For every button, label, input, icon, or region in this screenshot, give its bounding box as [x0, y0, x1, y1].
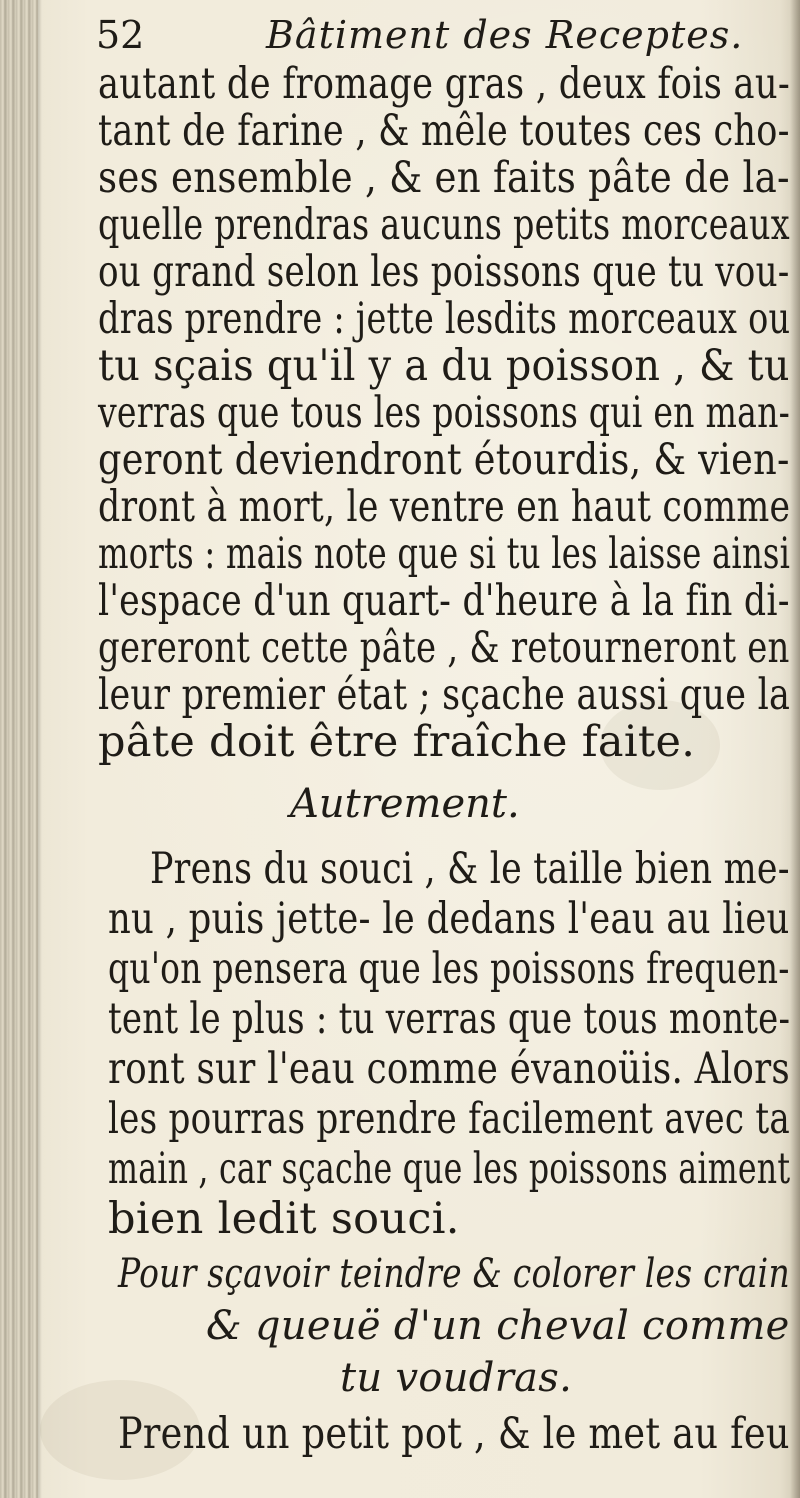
text-line: ront sur l'eau comme évanoüis. Alors	[108, 1044, 790, 1094]
text-line: morts : mais note que si tu les laisse ainsi	[98, 529, 791, 579]
text-line: les pourras prendre facilement avec ta	[108, 1094, 790, 1144]
text-line: geront deviendront étourdis, & vien-	[98, 435, 790, 485]
text-line: ses ensemble , & en faits pâte de la-	[98, 153, 790, 203]
page-header	[96, 10, 776, 60]
text-line: dront à mort, le ventre en haut comme	[98, 482, 791, 532]
text-line: l'espace d'un quart- d'heure à la fin di-	[98, 576, 790, 626]
text-line: Prens du souci , & le taille bien me-	[150, 844, 790, 894]
book-binding-gutter	[0, 0, 38, 1498]
text-line: tant de farine , & mêle toutes ces cho-	[98, 106, 790, 156]
text-line: quelle prendras aucuns petits morceaux	[98, 200, 790, 250]
text-line: nu , puis jette- le dedans l'eau au lieu	[108, 894, 790, 944]
recipe-title-line: Pour sçavoir teindre & colorer les crain	[118, 1251, 790, 1297]
text-line: verras que tous les poissons qui en man-	[98, 388, 791, 438]
recipe-title-line: & queuë d'un cheval comme	[206, 1303, 790, 1349]
page-right-edge	[790, 0, 800, 1498]
text-line: bien ledit souci.	[108, 1194, 460, 1244]
recipe-title-line: tu voudras.	[340, 1355, 573, 1401]
text-line: Prend un petit pot , & le met au feu	[118, 1409, 790, 1459]
section-title: Autrement.	[290, 781, 520, 827]
text-line: pâte doit être fraîche faite.	[98, 717, 696, 767]
running-title: Bâtiment des Receptes.	[266, 13, 744, 57]
text-line: ou grand selon les poissons que tu vou-	[98, 247, 790, 297]
page-number: 52	[96, 13, 145, 57]
text-line: qu'on pensera que les poissons frequen-	[108, 944, 790, 994]
text-line: tu sçais qu'il y a du poisson , & tu	[98, 341, 790, 391]
text-line: gereront cette pâte , & retourneront en	[98, 623, 790, 673]
text-line: tent le plus : tu verras que tous monte-	[108, 994, 791, 1044]
text-line: leur premier état ; sçache aussi que la	[98, 670, 791, 720]
text-line: autant de fromage gras , deux fois au-	[98, 59, 791, 109]
text-line: main , car sçache que les poissons aiment	[108, 1144, 791, 1194]
text-line: dras prendre : jette lesdits morceaux ou	[98, 294, 791, 344]
